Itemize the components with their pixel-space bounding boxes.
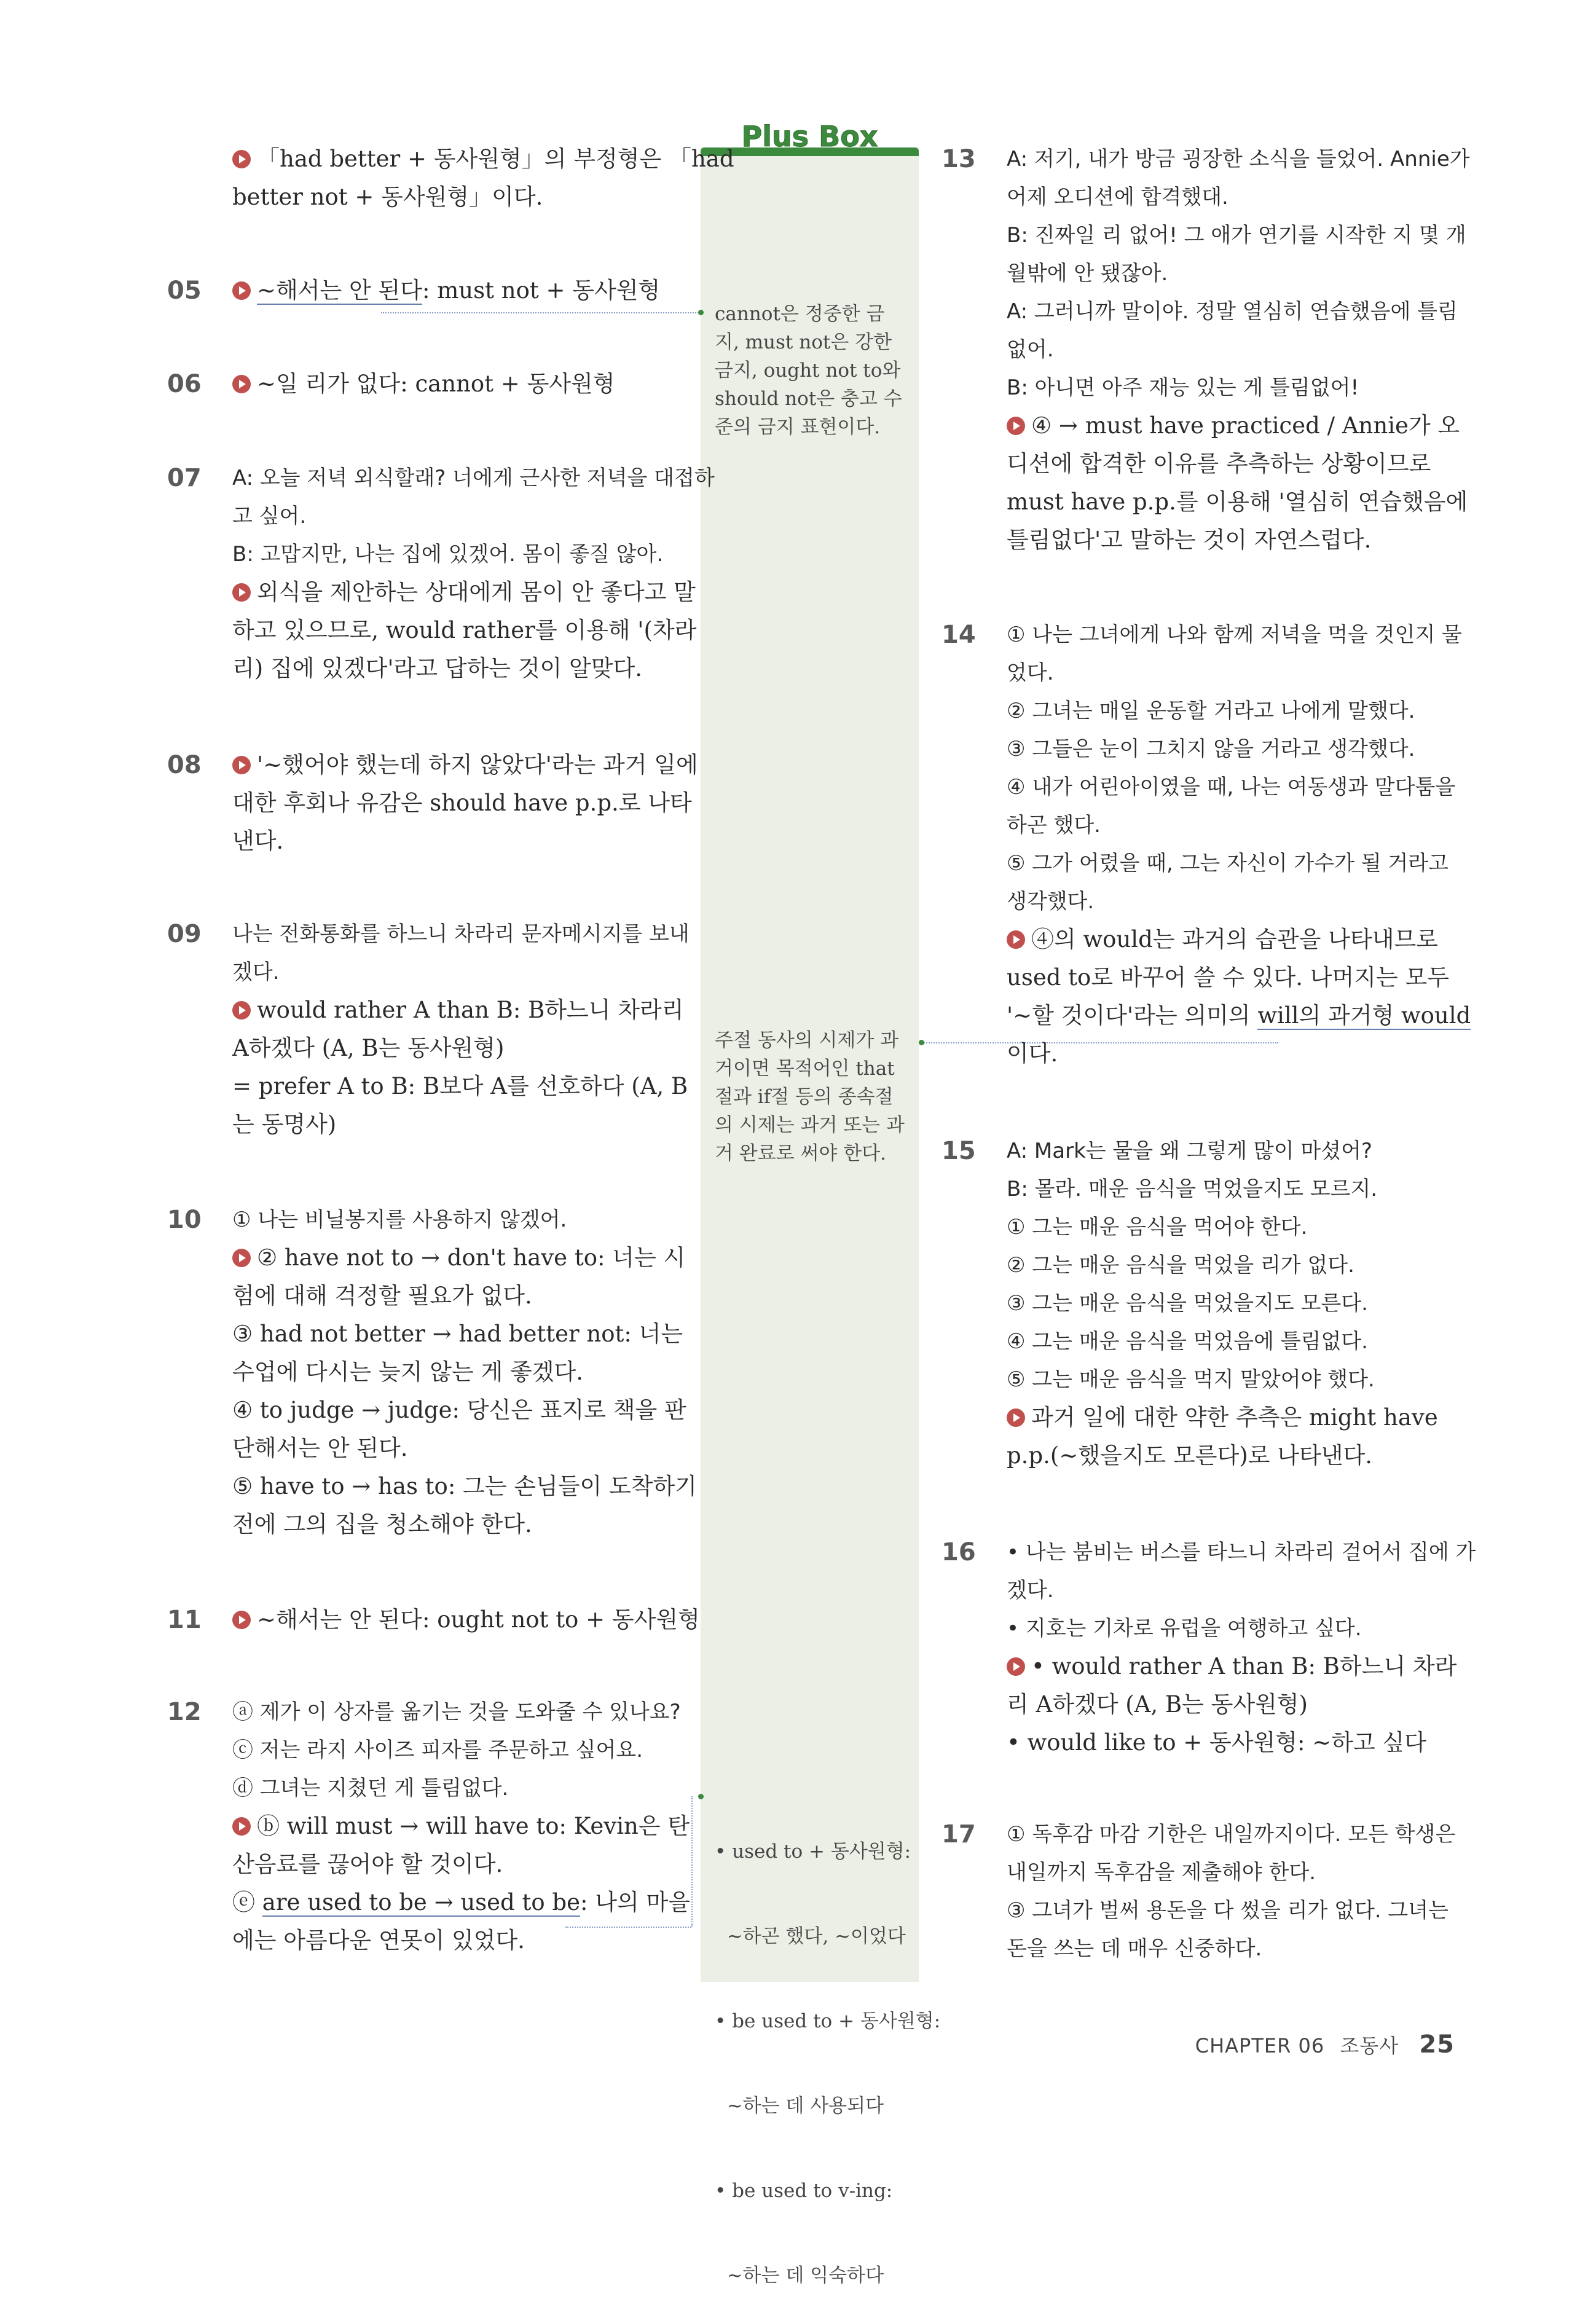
answer-16: • 나는 붐비는 버스를 타느니 차라리 걸어서 집에 가 겠다. • 지호는 기차로 유럽을 여행하고 싶다. • would rather A than B: B하느니 차라 리 A하겠다 (A, B는 동사원형) • would like to + 동사원형: ~하고 싶다 [1007,1540,1476,1756]
answer-marker-icon [232,375,251,393]
answer-13: A: 저기, 내가 방금 굉장한 소식을 들었어. Annie가 어제 오디션에 합격했대. B: 진짜일 리 없어! 그 애가 연기를 시작한 지 몇 개 월밖에 안 됐잖아. A: 그러니까 말이야. 정말 열심히 연습했음에 틀림 없어. B: 아니면 아주 재능 있는 게 틀림없어! ④ → must have practiced / Annie가 오 디션에 합격한 이유를 추측하는 상황이므로 must have p.p.를 이용해 '열심히 연습했음에 틀림없다'고 말하는 것이 자연스럽다. [1007,147,1470,553]
plus-box-note-tense: 주절 동사의 시제가 과 거이면 목적어인 that 절과 if절 등의 종속절 의 시제는 과거 또는 과 거 완료로 써야 한다. [715,1029,905,1165]
plus-box-note-used-to: • used to + 동사원형: ~하곤 했다, ~이었다 • be used to + 동사원형: ~하는 데 사용되다 • be used to v-ing: ~하는 데 익숙하다 [715,1841,941,2287]
page-footer [1195,2030,1455,2059]
answer-06: ~일 리가 없다: cannot + 동사원형 [232,365,615,403]
plus-box-title: Plus Box [741,120,878,153]
question-number-17: 17 [941,1820,976,1849]
question-number-10: 10 [167,1206,202,1234]
connector-dot-05 [698,310,704,315]
answer-11: ~해서는 안 된다: ought not to + 동사원형 [232,1601,700,1639]
answer-09: 나는 전화통화를 하느니 차라리 문자메시지를 보내 겠다. would rather A than B: B하느니 차라리 A하겠다 (A, B는 동사원형) = prefer A to B: B보다 A를 선호하다 (A, B 는 동명사) [232,922,690,1137]
page-number: 25 [1419,2030,1455,2059]
answer-15: A: Mark는 물을 왜 그렇게 많이 마셨어? B: 몰라. 매운 음식을 먹었을지도 모르지. ① 그는 매운 음식을 먹어야 한다. ② 그는 매운 음식을 먹었을 리가 없다. ③ 그는 매운 음식을 먹었을지도 모른다. ④ 그는 매운 음식을 먹었음에 틀림없다. ⑤ 그는 매운 음식을 먹지 말았어야 했다. 과거 일에 대한 약한 추측은 might have p.p.(~했을지도 모른다)로 나타낸다. [1007,1139,1438,1469]
answer-12: ⓐ 제가 이 상자를 옮기는 것을 도와줄 수 있나요? ⓒ 저는 라지 사이즈 피자를 주문하고 싶어요. ⓓ 그녀는 지쳤던 게 틀림없다. ⓑ will must → will have to: Kevin은 탄 산음료를 끊어야 할 것이다. ⓔ are used to be → used to be: 나의 마을 에는 아름다운 연못이 있었다. [232,1700,690,1954]
answer-marker-icon [232,583,251,602]
answer-marker-icon [232,1817,251,1836]
answer-07: A: 오늘 저녁 외식할래? 너에게 근사한 저녁을 대접하 고 싶어. B: 고맙지만, 나는 집에 있겠어. 몸이 좋질 않아. 외식을 제안하는 상대에게 몸이 안 좋다고 말 하고 있으므로, would rather를 이용해 '(차라 리) 집에 있겠다'라고 답하는 것이 알맞다. [232,466,715,682]
question-number-15: 15 [941,1137,976,1165]
connector-05 [381,312,701,313]
answer-marker-icon [232,1001,251,1020]
connector-dot-12 [698,1794,704,1799]
answer-14: ① 나는 그녀에게 나와 함께 저녁을 먹을 것인지 물 었다. ② 그녀는 매일 운동할 거라고 나에게 말했다. ③ 그들은 눈이 그치지 않을 거라고 생각했다. ④ 내가 어린아이였을 때, 나는 여동생과 말다툼을 하곤 했다. ⑤ 그가 어렸을 때, 그는 자신이 가수가 될 거라고 생각했다. ④의 would는 과거의 습관을 나타내므로 used to로 바꾸어 쓸 수 있다. 나머지는 모두 '~할 것이다'라는 의미의 will의 과거형 would 이다. [1007,623,1471,1067]
connector-dot-14 [919,1040,924,1045]
question-number-12: 12 [167,1698,202,1726]
answer-marker-icon [232,281,251,300]
answer-marker-icon [232,1611,251,1629]
intro-note: 「had better + 동사원형」의 부정형은 「had better not + 동사원형」이다. [232,146,734,210]
question-number-14: 14 [941,621,976,649]
connector-12-v [691,1796,693,1927]
answer-10: ① 나는 비닐봉지를 사용하지 않겠어. ② have not to → don't have to: 너는 시 험에 대해 걱정할 필요가 없다. ③ had not better → had better not: 너는 수업에 다시는 늦지 않는 게 좋겠다. ④ to judge → judge: 당신은 표지로 책을 판 단해서는 안 된다. ⑤ have to → has to: 그는 손님들이 도착하기 전에 그의 집을 청소해야 한다. [232,1208,698,1538]
footer-topic: 조동사 [1340,2034,1399,2057]
answer-marker-icon [1007,1657,1025,1676]
question-number-06: 06 [167,370,202,398]
question-number-13: 13 [941,145,976,173]
question-number-16: 16 [941,1538,976,1566]
answer-05: ~해서는 안 된다: must not + 동사원형 [232,272,660,310]
question-number-05: 05 [167,277,202,305]
answer-17: ① 독후감 마감 기한은 내일까지이다. 모든 학생은 내일까지 독후감을 제출해야 한다. ③ 그녀가 벌써 용돈을 다 썼을 리가 없다. 그녀는 돈을 쓰는 데 매우 신중하다. [1007,1822,1456,1961]
question-number-09: 09 [167,920,202,948]
plus-box-note-cannot: cannot은 정중한 금 지, must not은 강한 금지, ought not to와 should not은 충고 수 준의 금지 표현이다. [715,303,902,438]
question-number-11: 11 [167,1606,202,1634]
answer-marker-icon [232,150,251,168]
question-number-08: 08 [167,751,202,779]
question-number-07: 07 [167,464,202,492]
answer-marker-icon [232,1249,251,1267]
footer-chapter: CHAPTER 06 [1195,2034,1325,2057]
answer-marker-icon [1007,930,1025,949]
answer-marker-icon [1007,1408,1025,1427]
answer-08: '~했어야 했는데 하지 않았다'라는 과거 일에 대한 후회나 유감은 should have p.p.로 나타 낸다. [232,752,698,854]
answer-marker-icon [232,756,251,774]
answer-marker-icon [1007,417,1025,435]
